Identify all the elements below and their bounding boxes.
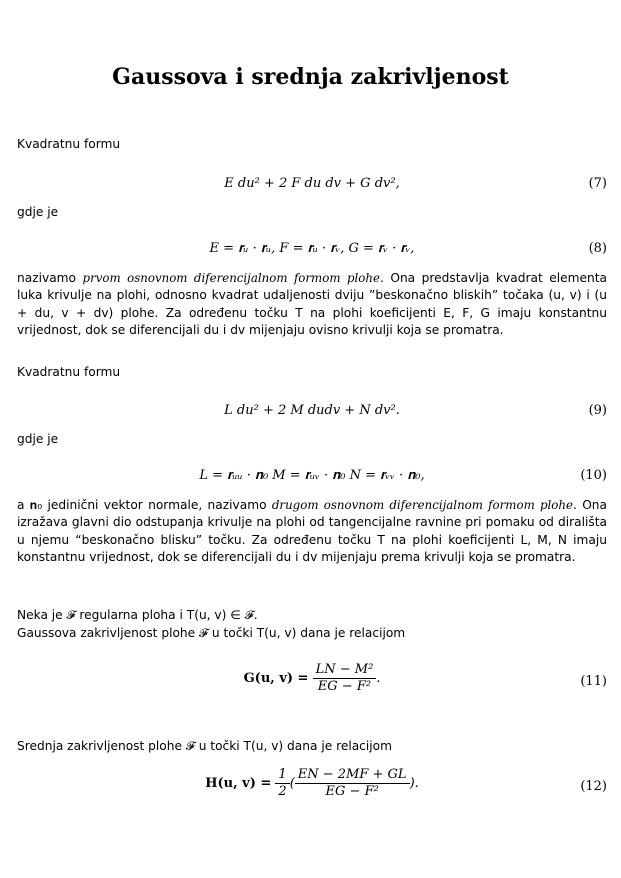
p6-em: drugom osnovnom diferencijalnom formom plohe: [271, 498, 573, 512]
p3-b: . Ona predstavlja kvadrat elementa luka krivulje na plohi, odnosno kvadrat udaljenosti dviju ”beskonačno bliskih” točaka (u, v) i (u + du, v + dv) plohe. Za određenu točku T na plohi koeficijenti E, F, G imaju konstantnu vrijednost, dok se diferencijali du i dv mijenjaju ovisno krivulji koja se promatra.: [17, 271, 607, 338]
page-title: Gaussova i srednja zakrivljenost: [112, 64, 509, 90]
equation-12-half-denominator: 2: [278, 784, 287, 799]
equation-11-lhs: G(u, v) =: [243, 671, 309, 686]
equation-11-denominator: EG − F²: [317, 679, 372, 694]
equation-9: [17, 403, 607, 427]
equation-12-open-paren: (: [289, 776, 295, 791]
p3-a: nazivamo: [17, 271, 83, 285]
equation-8-number: (8): [588, 241, 607, 256]
equation-11: [17, 662, 607, 702]
paragraph-first-form-description: [17, 270, 607, 340]
equation-12-fraction: [295, 767, 410, 800]
paragraph-second-form-description: [17, 497, 607, 567]
equation-12: [17, 767, 607, 807]
equation-10: [17, 468, 607, 492]
equation-12-lhs: H(u, v) =: [205, 776, 272, 791]
paragraph-gauss-intro: Gaussova zakrivljenost plohe 𝓕 u točki T(u, v) dana je relacijom: [17, 626, 406, 640]
equation-9-number: (9): [588, 403, 607, 418]
equation-11-body: [17, 662, 607, 695]
paragraph-gdje-je-1: gdje je: [17, 205, 59, 219]
equation-12-numerator: EN − 2MF + GL: [295, 767, 410, 784]
paragraph-regular-surface: Neka je 𝓕 regularna ploha i T(u, v) ∈ 𝓕.: [17, 608, 258, 622]
paragraph-intro-second-form: Kvadratnu formu: [17, 365, 121, 379]
paragraph-mean-intro: Srednja zakrivljenost plohe 𝓕 u točki T(u, v) dana je relacijom: [17, 739, 392, 753]
equation-12-close-paren: ).: [409, 776, 419, 791]
p6-b: . Ona izražava glavni dio odstupanja krivulje na plohi od tangencijalne ravnine pri pomaku od dirališta u njemu “beskonačno blisku” točku. Za određenu točku T na plohi koeficijenti L, M, N imaju konstantnu vrijednost, dok se diferencijali du i dv mijenjaju prema krivulji koja se promatra.: [17, 498, 607, 565]
equation-10-body: L = 𝐫ᵤᵤ · 𝐧₀ M = 𝐫ᵤᵥ · 𝐧₀ N = 𝐫ᵥᵥ · 𝐧₀,: [199, 468, 425, 483]
equation-12-half-numerator: 1: [275, 767, 289, 784]
p6-a: a 𝐧₀ jedinični vektor normale, nazivamo: [17, 498, 272, 512]
p3-em: prvom osnovnom diferencijalnom formom plohe: [82, 271, 380, 285]
equation-11-tail: .: [376, 671, 381, 686]
paragraph-intro-first-form: Kvadratnu formu: [17, 137, 121, 151]
equation-7-number: (7): [588, 176, 607, 191]
paragraph-gdje-je-2: gdje je: [17, 432, 59, 446]
equation-11-number: (11): [580, 674, 607, 689]
equation-12-half: [275, 767, 289, 800]
equation-11-numerator: LN − M²: [313, 662, 377, 679]
equation-8: [17, 241, 607, 265]
equation-7: [17, 176, 607, 200]
equation-12-denominator: EG − F²: [325, 784, 379, 799]
equation-10-number: (10): [580, 468, 607, 483]
equation-9-body: L du² + 2 M dudv + N dv².: [224, 403, 400, 418]
equation-8-body: E = 𝐫ᵤ · 𝐫ᵤ, F = 𝐫ᵤ · 𝐫ᵥ, G = 𝐫ᵥ · 𝐫ᵥ,: [209, 241, 415, 256]
equation-12-body: [17, 767, 607, 800]
equation-7-body: E du² + 2 F du dv + G dv²,: [224, 176, 400, 191]
equation-12-number: (12): [580, 779, 607, 794]
equation-11-fraction: [313, 662, 377, 695]
